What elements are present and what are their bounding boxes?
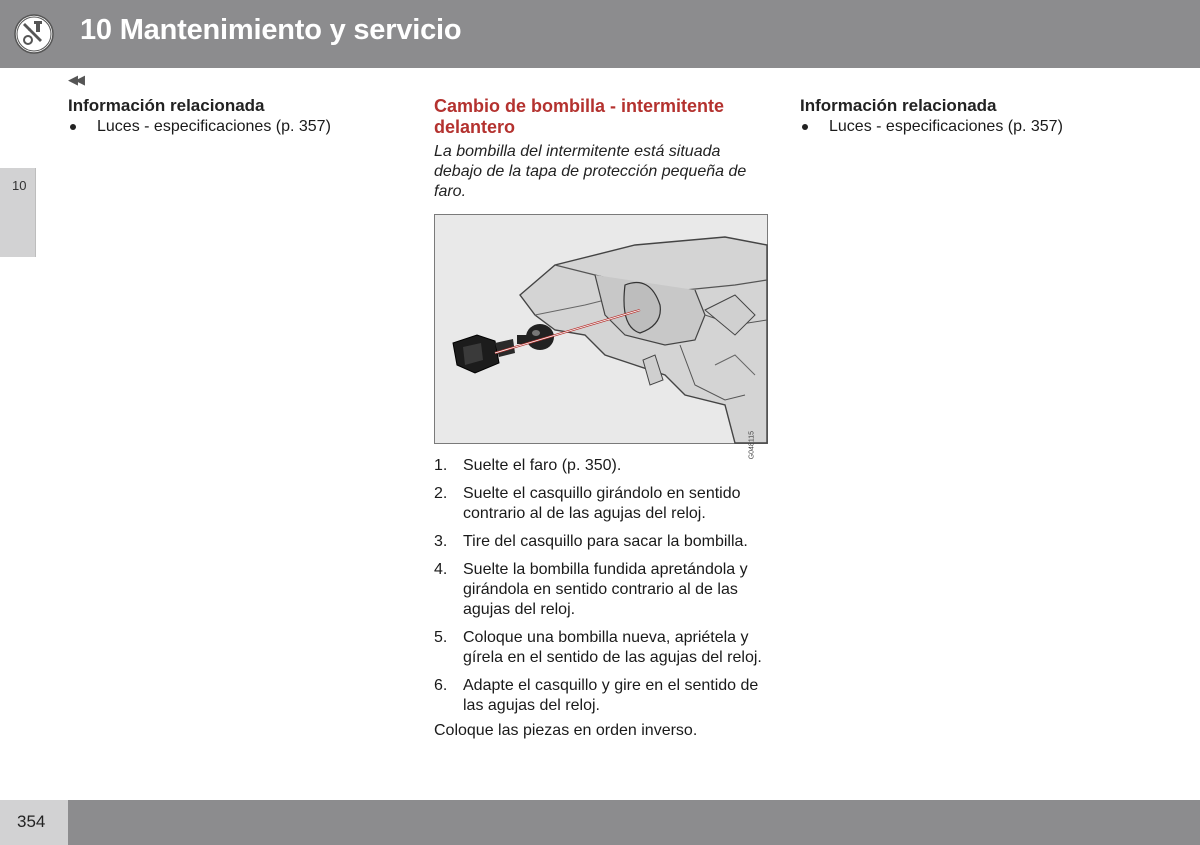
step-number: 1. bbox=[434, 457, 448, 474]
step-item bbox=[434, 484, 774, 524]
section-intro: La bombilla del intermitente está situada debajo de la tapa de protección pequeña de faro. bbox=[434, 143, 747, 200]
section-title: Cambio de bombilla - intermitente delantero bbox=[434, 96, 725, 137]
step-item bbox=[434, 676, 774, 716]
step-text: Suelte el faro (p. 350). bbox=[463, 457, 622, 474]
related-info-heading: Información relacionada bbox=[800, 96, 997, 115]
bullet-icon bbox=[802, 124, 808, 130]
wrench-gear-icon bbox=[14, 14, 54, 54]
related-info-left bbox=[68, 96, 388, 136]
step-text: Adapte el casquillo y gire en el sentido de las agujas del reloj. bbox=[463, 677, 759, 714]
step-text: Suelte la bombilla fundida apretándola y girándola en sentido contrario al de las agujas del reloj. bbox=[463, 561, 748, 618]
headlight-drawing bbox=[435, 215, 767, 443]
instruction-steps bbox=[434, 456, 774, 724]
headlight-illustration bbox=[434, 214, 768, 460]
bulb-change-section bbox=[434, 96, 768, 202]
related-link-text: Luces - especificaciones (p. 357) bbox=[829, 118, 1063, 135]
step-text: Tire del casquillo para sacar la bombilla. bbox=[463, 533, 748, 550]
bullet-icon bbox=[70, 124, 76, 130]
related-info-item[interactable] bbox=[68, 118, 388, 136]
page-footer bbox=[0, 800, 1200, 845]
figure-code: G048115 bbox=[748, 431, 755, 460]
page-number: 354 bbox=[17, 812, 46, 831]
related-info-right bbox=[800, 96, 1120, 136]
step-number: 4. bbox=[434, 561, 448, 578]
related-info-item[interactable] bbox=[800, 118, 1120, 136]
chapter-tab-number: 10 bbox=[12, 178, 27, 193]
step-item bbox=[434, 532, 774, 552]
chapter-side-tab[interactable] bbox=[0, 168, 36, 257]
previous-page-arrows[interactable]: ◀◀ bbox=[68, 72, 82, 87]
closing-note: Coloque las piezas en orden inverso. bbox=[434, 722, 698, 739]
related-link-text: Luces - especificaciones (p. 357) bbox=[97, 118, 331, 135]
step-text: Suelte el casquillo girándolo en sentido contrario al de las agujas del reloj. bbox=[463, 485, 741, 522]
step-item bbox=[434, 560, 774, 620]
step-number: 3. bbox=[434, 533, 448, 550]
step-item bbox=[434, 456, 774, 476]
step-item bbox=[434, 628, 774, 668]
step-number: 5. bbox=[434, 629, 448, 646]
step-number: 2. bbox=[434, 485, 448, 502]
chapter-icon-box bbox=[0, 0, 68, 68]
step-number: 6. bbox=[434, 677, 448, 694]
page-number-box bbox=[0, 800, 68, 845]
related-info-heading: Información relacionada bbox=[68, 96, 265, 115]
step-text: Coloque una bombilla nueva, apriétela y gírela en el sentido de las agujas del reloj. bbox=[463, 629, 762, 666]
page-header bbox=[0, 0, 1200, 68]
chapter-title: 10 Mantenimiento y servicio bbox=[80, 14, 462, 46]
